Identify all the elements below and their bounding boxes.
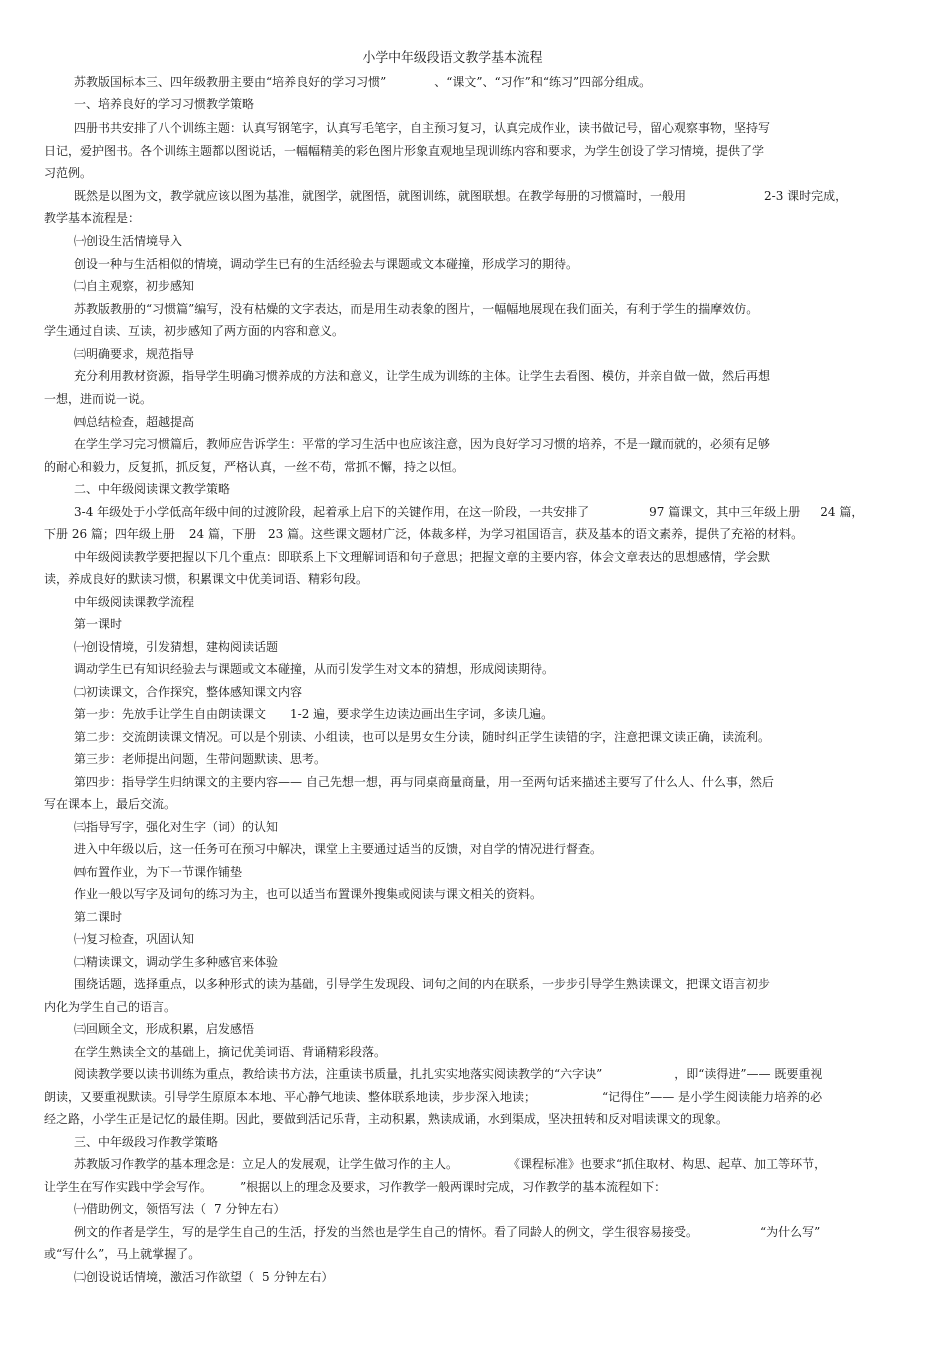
paragraph-line: 习范例。 <box>44 166 93 180</box>
subsection-heading: ㈢回顾全文，形成积累，启发感悟 <box>74 1022 255 1036</box>
paragraph-line: 调动学生已有知识经验去与课题或文本碰撞，从而引发学生对文本的猜想，形成阅读期待。 <box>74 662 555 676</box>
paragraph-line: 或“写什么”，马上就掌握了。 <box>44 1247 201 1261</box>
paragraph-line: 写在课本上，最后交流。 <box>44 797 177 811</box>
subsection-heading: ㈠创设情境，引发猜想，建构阅读话题 <box>74 640 279 654</box>
subsection-heading: ㈡创设说话情境，激活习作欲望（ 5 分钟左右） <box>74 1270 334 1284</box>
paragraph-line: 创设一种与生活相似的情境，调动学生已有的生活经验去与课题或文本碰撞，形成学习的期待。 <box>74 257 579 271</box>
paragraph-line: 一想，进而说一说。 <box>44 392 153 406</box>
paragraph-line: 苏教版习作教学的基本理念是：立足人的发展观，让学生做习作的主人。 《课程标准》也要求“抓住取材、构思、起草、加工等环节， <box>74 1157 827 1171</box>
paragraph-line: 既然是以图为文，教学就应该以图为基准，就图学，就图悟，就图训练，就图联想。在教学每册的习惯篇时，一般用 2-3 课时完成， <box>74 189 848 203</box>
paragraph-line: 下册 26 篇；四年级上册 24 篇，下册 23 篇。这些课文题材广泛，体裁多样，为学习祖国语言，获及基本的语文素养，提供了充裕的材料。 <box>44 527 804 541</box>
paragraph-line: 第一步：先放手让学生自由朗读课文 1-2 遍，要求学生边读边画出生字词，多读几遍。 <box>74 707 554 721</box>
paragraph-line: 苏教版教册的“习惯篇”编写，没有枯燥的文字表达，而是用生动表象的图片，一幅幅地展现在我们面关，有利于学生的揣摩效仿。 <box>74 302 759 316</box>
paragraph-line: 经之路，小学生正是记忆的最佳期。因此，要做到活记乐背，主动积累，熟读成诵，水到渠成，坚决扭转和反对唱读课文的现象。 <box>44 1112 729 1126</box>
paragraph-line: 的耐心和毅力，反复抓，抓反复，严格认真，一丝不苟，常抓不懈，持之以恒。 <box>44 460 465 474</box>
paragraph-line: 学生通过自读、互读，初步感知了两方面的内容和意义。 <box>44 324 345 338</box>
paragraph-line: 四册书共安排了八个训练主题：认真写钢笔字，认真写毛笔字，自主预习复习，认真完成作业，读书做记号，留心观察事物，坚持写 <box>74 121 771 135</box>
subsection-heading: ㈠借助例文，领悟写法（ 7 分钟左右） <box>74 1202 286 1216</box>
paragraph-line: 读，养成良好的默读习惯，积累课文中优美词语、精彩句段。 <box>44 572 369 586</box>
paragraph-line: 朗读，又要重视默读。引导学生原原本本地、平心静气地读、整体联系地读，步步深入地读； “记得住”—— 是小学生阅读能力培养的必 <box>44 1090 823 1104</box>
document-title: 小学中年级段语文教学基本流程 <box>362 50 543 66</box>
subsection-heading: ㈣总结检查，超越提高 <box>74 415 195 429</box>
paragraph-line: 第三步：老师提出问题，生带问题默读、思考。 <box>74 752 327 766</box>
subsection-heading: ㈣布置作业，为下一节课作铺垫 <box>74 865 243 879</box>
section-heading: 三、中年级段习作教学策略 <box>74 1135 219 1149</box>
paragraph-line: 第四步：指导学生归纳课文的主要内容—— 自己先想一想，再与同桌商量商量，用一至两句话来描述主要写了什么人、什么事，然后 <box>74 775 774 789</box>
lesson-heading: 第一课时 <box>74 617 123 631</box>
paragraph-line: 阅读教学要以读书训练为重点，教给读书方法，注重读书质量，扎扎实实地落实阅读教学的“六字诀” ，即“读得进”—— 既要重视 <box>74 1067 823 1081</box>
paragraph-line: 教学基本流程是： <box>44 211 141 225</box>
paragraph-line: 围绕话题，选择重点，以多种形式的读为基础，引导学生发现段、词句之间的内在联系，一步步引导学生熟读课文，把课文语言初步 <box>74 977 771 991</box>
lesson-heading: 第二课时 <box>74 910 123 924</box>
subsection-heading: ㈠创设生活情境导入 <box>74 234 183 248</box>
paragraph-line: 3-4 年级处于小学低高年级中间的过渡阶段，起着承上启下的关键作用，在这一阶段，一共安排了 97 篇课文，其中三年级上册 24 篇， <box>74 505 864 519</box>
paragraph-line: 日记，爱护图书。各个训练主题都以图说话，一幅幅精美的彩色图片形象直观地呈现训练内容和要求，为学生创设了学习情境，提供了学 <box>44 144 765 158</box>
subsection-heading: ㈡自主观察，初步感知 <box>74 279 195 293</box>
paragraph-line: 作业一般以写字及词句的练习为主，也可以适当布置课外搜集或阅读与课文相关的资料。 <box>74 887 543 901</box>
paragraph-line: 例文的作者是学生，写的是学生自己的生活，抒发的当然也是学生自己的情怀。看了同龄人的例文，学生很容易接受。 “为什么写” <box>74 1225 821 1239</box>
paragraph-line: 中年级阅读教学要把握以下几个重点：即联系上下文理解词语和句子意思；把握文章的主要内容，体会文章表达的思想感情，学会默 <box>74 550 771 564</box>
subsection-heading: ㈡初读课文，合作探究，整体感知课文内容 <box>74 685 303 699</box>
paragraph-line: 进入中年级以后，这一任务可在预习中解决，课堂上主要通过适当的反馈，对自学的情况进行督查。 <box>74 842 603 856</box>
paragraph-line: 让学生在写作实践中学会写作。 ”根据以上的理念及要求，习作教学一般两课时完成，习作教学的基本流程如下： <box>44 1180 667 1194</box>
paragraph-line: 苏教版国标本三、四年级教册主要由“培养良好的学习习惯” 、“课文”、“习作”和“练习”四部分组成。 <box>74 75 652 89</box>
subsection-heading: ㈢明确要求，规范指导 <box>74 347 195 361</box>
subsection-heading: ㈠复习检查，巩固认知 <box>74 932 195 946</box>
subsection-heading: ㈢指导写字，强化对生字（词）的认知 <box>74 820 279 834</box>
paragraph-line: 内化为学生自己的语言。 <box>44 1000 177 1014</box>
subsection-heading: 中年级阅读课教学流程 <box>74 595 195 609</box>
paragraph-line: 充分利用教材资源，指导学生明确习惯养成的方法和意义，让学生成为训练的主体。让学生去看图、模仿，并亲自做一做，然后再想 <box>74 369 771 383</box>
paragraph-line: 在学生熟读全文的基础上，摘记优美词语、背诵精彩段落。 <box>74 1045 387 1059</box>
section-heading: 一、培养良好的学习习惯教学策略 <box>74 97 255 111</box>
section-heading: 二、中年级阅读课文教学策略 <box>74 482 231 496</box>
paragraph-line: 第二步：交流朗读课文情况。可以是个别读、小组读，也可以是男女生分读，随时纠正学生读错的字，注意把课文读正确，读流利。 <box>74 730 771 744</box>
paragraph-line: 在学生学习完习惯篇后，教师应告诉学生：平常的学习生活中也应该注意，因为良好学习习惯的培养，不是一蹴而就的，必须有足够 <box>74 437 771 451</box>
subsection-heading: ㈡精读课文，调动学生多种感官来体验 <box>74 955 279 969</box>
